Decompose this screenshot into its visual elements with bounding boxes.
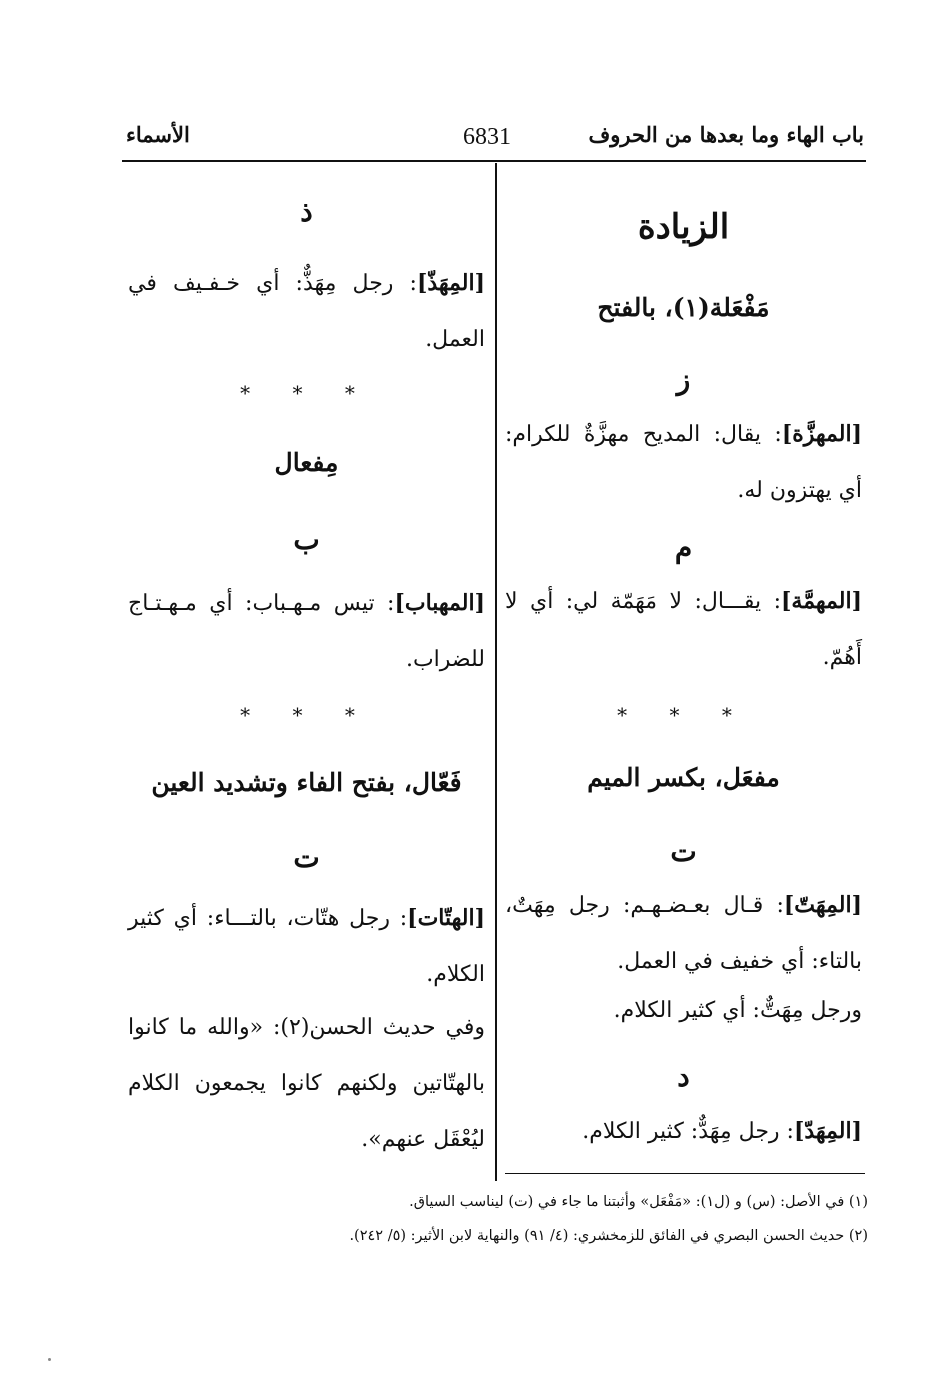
section-title: الزيادة [637, 207, 730, 247]
pattern-heading: فَعّال، بفتح الفاء وتشديد العين [151, 768, 462, 797]
letter-heading: ذ [300, 195, 313, 228]
letter-heading: ت [293, 841, 320, 874]
dictionary-entry [128, 890, 485, 1003]
entry-headword: [المهباب] [394, 590, 485, 616]
footnote-2: (٢) حديث الحسن البصري في الفائق للزمخشري: (٤/ ٩١) والنهاية لابن الأثير: (٥/ ٢٤٢). [349, 1228, 868, 1244]
section-separator-stars: * * * [240, 703, 373, 727]
dictionary-entry [505, 406, 862, 519]
letter-heading: ز [676, 363, 691, 396]
dictionary-entry [128, 575, 485, 688]
column-divider [495, 163, 497, 1181]
header-rule [122, 160, 866, 162]
entry-definition: : رجل مِهَذٌّ: أي خـفـيف في العمل. [128, 271, 485, 352]
letter-heading: د [677, 1060, 690, 1093]
pattern-heading: مَفْعَلة(١)، بالفتح [597, 293, 770, 322]
pattern-heading: مفعَل، بكسر الميم [587, 763, 780, 792]
dictionary-entry [505, 1103, 862, 1160]
pattern-heading: مِفعال [274, 448, 339, 477]
letter-heading: م [674, 531, 693, 564]
entry-definition: : تيس مـهـباب: أي مـهـتـاج للضراب. [128, 591, 485, 672]
dictionary-entry [128, 255, 485, 368]
letter-heading: ب [293, 523, 320, 556]
letter-heading: ت [670, 835, 697, 868]
entry-headword: [المِهَدّ] [793, 1118, 862, 1144]
dictionary-entry-continuation: ورجل مِهَتٌّ: أي كثير الكلام. [613, 998, 862, 1023]
footnote-1: (١) في الأصل: (س) و (ل١): «مَفْعَل» وأثبتنا ما جاء في (ت) ليناسب السياق. [409, 1194, 868, 1210]
entry-definition: : رجل مِهَدٌّ: كثير الكلام. [582, 1119, 794, 1144]
entry-headword: [المهزَّة] [781, 421, 862, 447]
section-separator-stars: * * * [617, 703, 750, 727]
footnote-rule [505, 1173, 865, 1174]
hadith-quote: وفي حديث الحسن(٢): «والله ما كانوا بالهتّاتين ولكنهم كانوا يجمعون الكلام ليُعْقَل عنهم». [128, 1015, 486, 1152]
section-separator-stars: * * * [240, 381, 373, 405]
entry-headword: [الهتّات] [407, 905, 485, 931]
running-header-chapter: باب الهاء وما بعدها من الحروف [588, 122, 864, 147]
dictionary-entry [505, 877, 862, 990]
entry-headword: [المِهَتّ] [783, 892, 862, 918]
entry-definition: : رجل هتّات، بالتـــاء: أي كثير الكلام. [128, 906, 485, 987]
entry-headword: [المِهَذّ] [416, 270, 485, 296]
page-number: 6831 [463, 124, 511, 150]
entry-definition: : يقـــال: لا مَهَمّة لي: أي لا أَهُمّ. [505, 589, 862, 670]
entry-headword: [المهمَّة] [780, 588, 862, 614]
running-header-section: الأسماء [126, 122, 190, 147]
entry-definition: : قـال بعـضـهـم: رجل مِهَتٌ، بالتاء: أي خفيف في العمل. [505, 893, 862, 974]
dictionary-entry [505, 573, 862, 686]
entry-definition: : يقال: المديح مهزَّةٌ للكرام: أي يهتزون له. [505, 422, 862, 503]
scan-speck [48, 1358, 51, 1361]
